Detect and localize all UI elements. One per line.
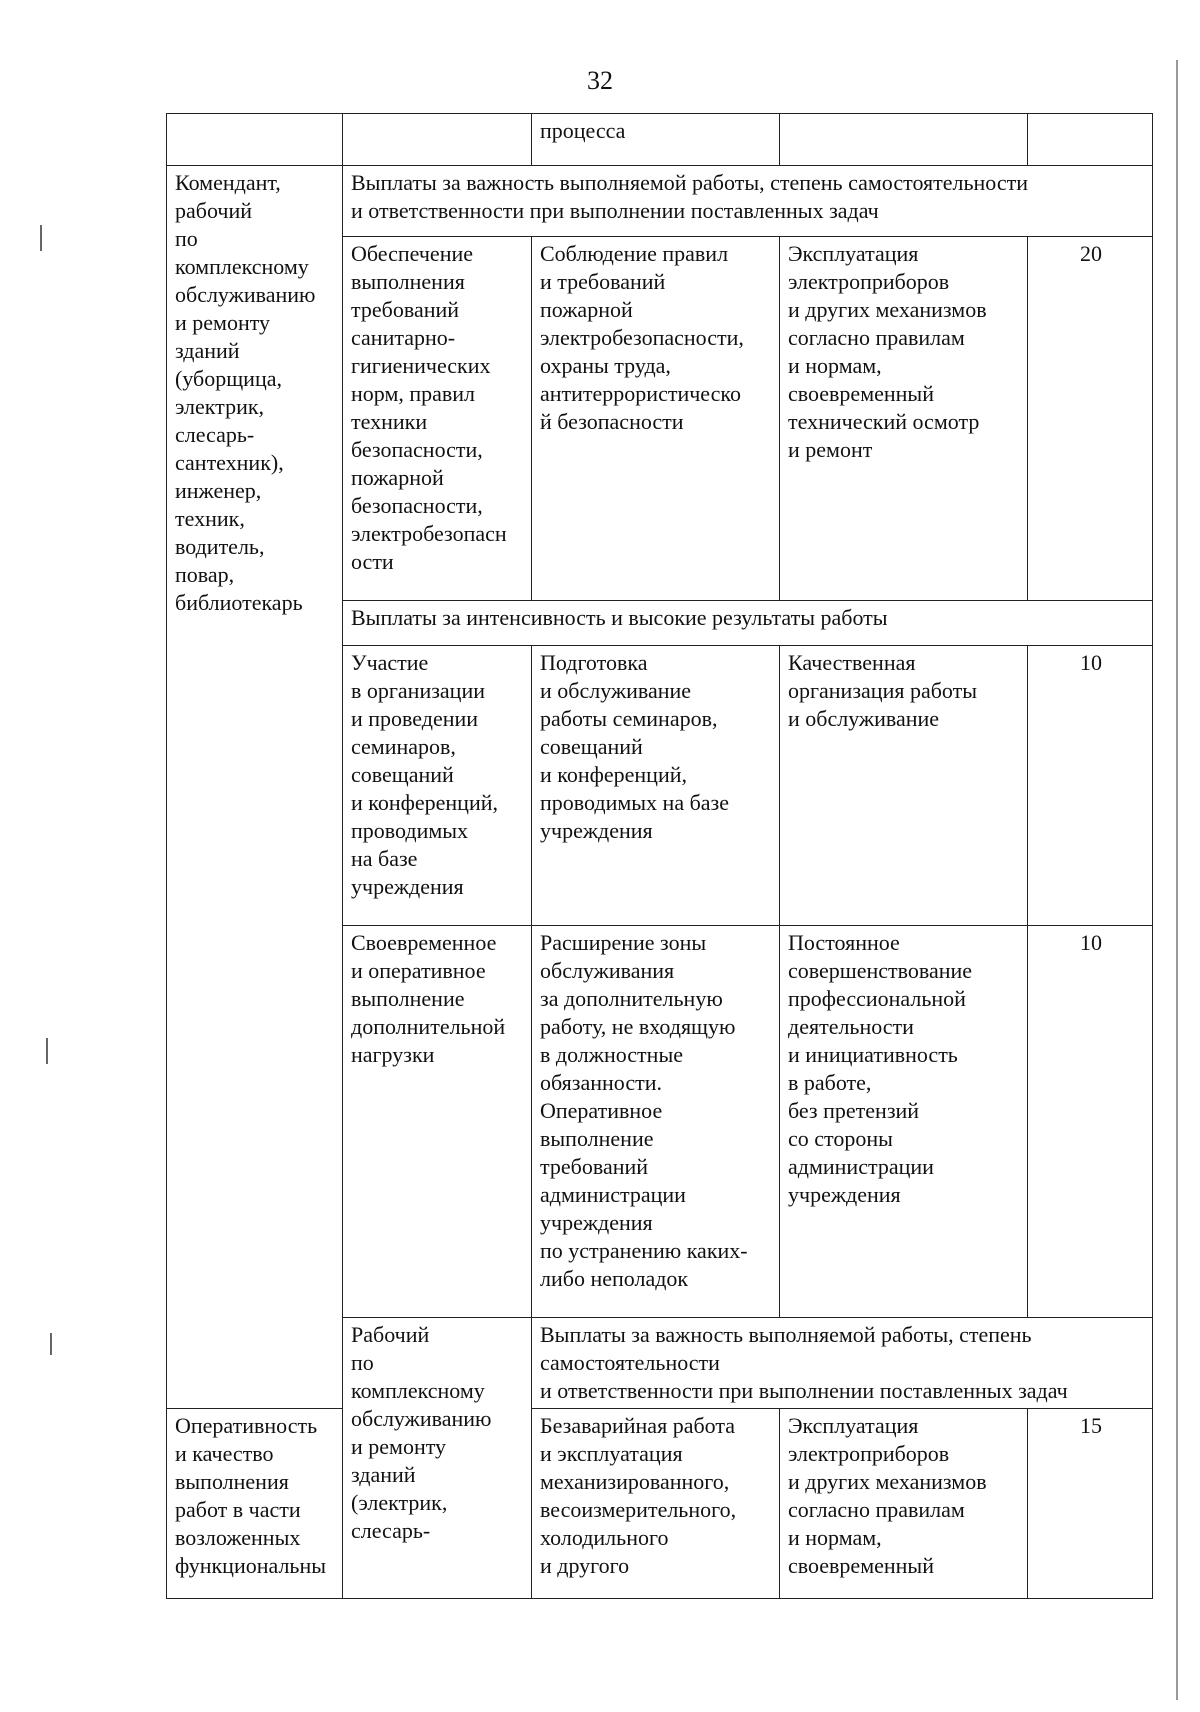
criterion-cell: Безаварийная работа и эксплуатация механизированного, весоизмерительного, холодильного и другого bbox=[532, 1409, 780, 1599]
scan-artifact bbox=[46, 1038, 48, 1064]
criteria-table bbox=[166, 113, 1153, 1599]
position-cell bbox=[167, 114, 343, 166]
position-cell: Рабочий по комплексному обслуживанию и ремонту зданий (электрик, слесарь- bbox=[343, 1318, 532, 1599]
condition-cell: Эксплуатация электроприборов и других механизмов согласно правилам и нормам, своевременный bbox=[780, 1409, 1028, 1599]
criterion-cell: Соблюдение правил и требований пожарной электробезопасности, охраны труда, антитеррористическо й безопасности bbox=[532, 237, 780, 601]
scan-artifact bbox=[1176, 60, 1178, 1700]
criterion-cell: Расширение зоны обслуживания за дополнительную работу, не входящую в должностные обязанности. Оперативное выполнение требований администрации учреждения по устранению каких- либо неполадок bbox=[532, 926, 780, 1318]
score-cell bbox=[1028, 114, 1153, 166]
score-cell: 20 bbox=[1028, 237, 1153, 601]
table-row bbox=[167, 1409, 1153, 1599]
scan-artifact bbox=[50, 1333, 52, 1355]
section-title: Выплаты за интенсивность и высокие результаты работы bbox=[343, 601, 1153, 646]
section-title: Выплаты за важность выполняемой работы, степень самостоятельности и ответственности при выполнении поставленных задач bbox=[532, 1318, 1153, 1409]
condition-cell: Качественная организация работы и обслуживание bbox=[780, 646, 1028, 926]
condition-cell bbox=[780, 114, 1028, 166]
position-cell: Комендант, рабочий по комплексному обслуживанию и ремонту зданий (уборщица, электрик, слесарь- сантехник), инженер, техник, водитель, повар, библиотекарь bbox=[167, 166, 343, 1409]
score-cell: 10 bbox=[1028, 646, 1153, 926]
table-row bbox=[167, 114, 1153, 166]
score-cell: 15 bbox=[1028, 1409, 1153, 1599]
criterion-cell: Подготовка и обслуживание работы семинаров, совещаний и конференций, проводимых на базе учреждения bbox=[532, 646, 780, 926]
indicator-cell: Обеспечение выполнения требований санитарно- гигиенических норм, правил техники безопасности, пожарной безопасности, электробезопасн ости bbox=[343, 237, 532, 601]
table-row bbox=[167, 166, 1153, 237]
indicator-cell: Участие в организации и проведении семинаров, совещаний и конференций, проводимых на базе учреждения bbox=[343, 646, 532, 926]
page-number: 32 bbox=[587, 66, 613, 95]
score-cell: 10 bbox=[1028, 926, 1153, 1318]
indicator-cell: Своевременное и оперативное выполнение дополнительной нагрузки bbox=[343, 926, 532, 1318]
condition-cell: Эксплуатация электроприборов и других механизмов согласно правилам и нормам, своевременный технический осмотр и ремонт bbox=[780, 237, 1028, 601]
condition-cell: Постоянное совершенствование профессиональной деятельности и инициативность в работе, без претензий со стороны администрации учреждения bbox=[780, 926, 1028, 1318]
section-title: Выплаты за важность выполняемой работы, степень самостоятельности и ответственности при выполнении поставленных задач bbox=[343, 166, 1153, 237]
scan-artifact bbox=[40, 225, 42, 251]
indicator-cell: Оперативность и качество выполнения работ в части возложенных функциональны bbox=[167, 1409, 343, 1599]
criterion-cell: процесса bbox=[532, 114, 780, 166]
indicator-cell bbox=[343, 114, 532, 166]
